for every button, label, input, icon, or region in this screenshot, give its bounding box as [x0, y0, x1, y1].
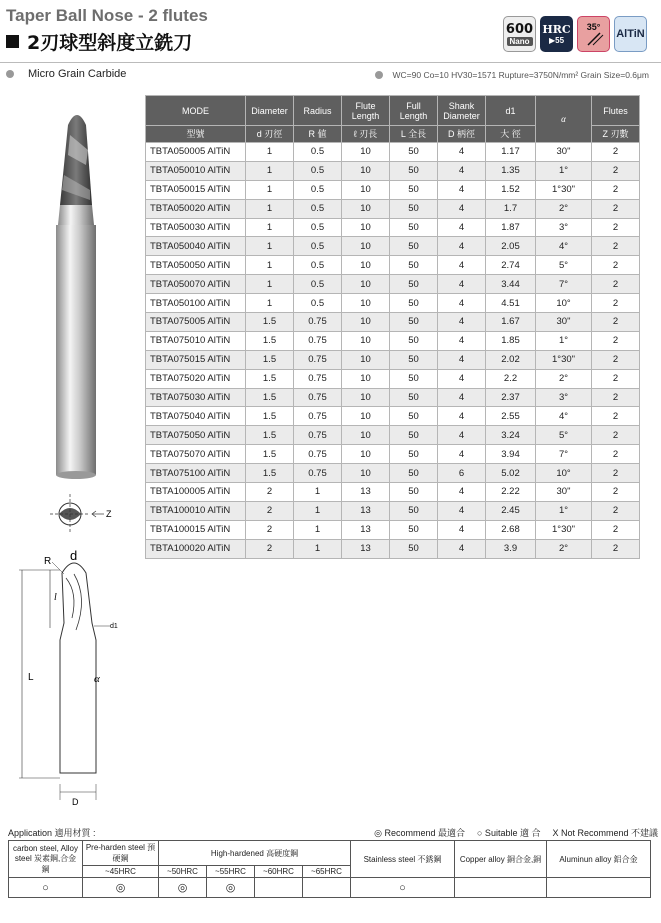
table-cell: 2°: [536, 539, 592, 558]
header-radius: Radius: [294, 96, 342, 126]
table-cell: 2: [592, 539, 640, 558]
table-cell: 50: [390, 294, 438, 313]
feature-badges: [503, 16, 647, 52]
app-group-aluminum: Aluminun alloy 鋁合金: [547, 841, 651, 878]
table-cell: 4: [438, 161, 486, 180]
table-cell: 0.75: [294, 407, 342, 426]
table-cell: 1: [246, 161, 294, 180]
table-cell: 1.5: [246, 445, 294, 464]
table-cell: 2: [592, 237, 640, 256]
table-cell: 4: [438, 218, 486, 237]
table-cell: 2: [592, 388, 640, 407]
table-cell: 1.5: [246, 407, 294, 426]
table-cell: 4: [438, 199, 486, 218]
app-group-stainless: Stainless steel 不銹鋼: [351, 841, 455, 878]
table-row: [146, 237, 640, 256]
table-cell: 50: [390, 256, 438, 275]
table-row: [146, 464, 640, 483]
table-cell: 10: [342, 350, 390, 369]
application-header: [8, 826, 658, 839]
table-cell: 1.7: [486, 199, 536, 218]
table-cell: 4: [438, 369, 486, 388]
table-cell: 3.24: [486, 426, 536, 445]
table-cell: 10: [342, 275, 390, 294]
app-mark-50hrc: ◎: [159, 878, 207, 898]
table-cell: 2: [592, 483, 640, 502]
table-cell: 10: [342, 369, 390, 388]
table-cell: 50: [390, 180, 438, 199]
hrc-badge-value: ▶55: [548, 36, 565, 45]
table-cell: 50: [390, 199, 438, 218]
table-cell: TBTA100020 AlTiN: [146, 539, 246, 558]
table-cell: 30": [536, 143, 592, 162]
table-cell: 1.52: [486, 180, 536, 199]
table-cell: 4.51: [486, 294, 536, 313]
table-cell: 0.75: [294, 369, 342, 388]
table-cell: TBTA075070 AlTiN: [146, 445, 246, 464]
table-cell: 6: [438, 464, 486, 483]
coating-badge: AlTiN: [614, 16, 647, 52]
table-cell: 0.75: [294, 313, 342, 332]
table-cell: 1.5: [246, 350, 294, 369]
table-cell: TBTA050070 AlTiN: [146, 275, 246, 294]
table-cell: 0.5: [294, 180, 342, 199]
table-cell: 10: [342, 218, 390, 237]
table-cell: 2: [592, 161, 640, 180]
app-group-highhard: High-hardened 高硬度鋼: [159, 841, 351, 866]
table-cell: TBTA050020 AlTiN: [146, 199, 246, 218]
table-cell: 1.5: [246, 388, 294, 407]
table-row: [146, 539, 640, 558]
table-cell: 2: [592, 501, 640, 520]
table-cell: 10°: [536, 464, 592, 483]
table-cell: 2: [592, 313, 640, 332]
table-cell: TBTA075040 AlTiN: [146, 407, 246, 426]
table-cell: 2.68: [486, 520, 536, 539]
table-cell: 10: [342, 143, 390, 162]
app-sub-60hrc: ~60HRC: [255, 866, 303, 878]
table-row: [146, 218, 640, 237]
legend-recommend: ◎ Recommend 最適合: [374, 828, 465, 838]
table-row: [146, 331, 640, 350]
table-cell: 3°: [536, 218, 592, 237]
table-cell: 50: [390, 539, 438, 558]
helix-angle-badge: [577, 16, 610, 52]
application-table: [8, 840, 651, 898]
table-cell: 0.75: [294, 331, 342, 350]
table-cell: 2: [592, 464, 640, 483]
table-cell: 10: [342, 464, 390, 483]
table-cell: TBTA075015 AlTiN: [146, 350, 246, 369]
table-row: [146, 313, 640, 332]
table-cell: 1.17: [486, 143, 536, 162]
table-cell: 50: [390, 275, 438, 294]
table-cell: 10: [342, 313, 390, 332]
table-cell: 50: [390, 501, 438, 520]
table-cell: 1.5: [246, 313, 294, 332]
header-zh-d1: 大 徑: [486, 126, 536, 143]
material-line: [6, 68, 126, 80]
table-row: [146, 199, 640, 218]
table-row: [146, 294, 640, 313]
table-cell: TBTA075010 AlTiN: [146, 331, 246, 350]
nano-badge-number: 600: [505, 22, 534, 37]
table-cell: 1°30": [536, 350, 592, 369]
table-cell: 2: [592, 445, 640, 464]
end-view-drawing: [48, 492, 118, 537]
table-cell: 10: [342, 256, 390, 275]
table-cell: 4: [438, 501, 486, 520]
table-cell: 2: [246, 483, 294, 502]
bullet-icon: [375, 71, 383, 79]
table-cell: 1: [294, 520, 342, 539]
table-cell: 50: [390, 161, 438, 180]
table-cell: 2: [246, 501, 294, 520]
table-row: [146, 256, 640, 275]
legend-suitable: ○ Suitable 適 合: [477, 828, 541, 838]
table-cell: 10: [342, 331, 390, 350]
header-flute-length: Flute Length: [342, 96, 390, 126]
app-group-copper: Copper alloy 銅合金,銅: [455, 841, 547, 878]
table-cell: 7°: [536, 275, 592, 294]
table-cell: 2: [592, 218, 640, 237]
header-zh-model: 型號: [146, 126, 246, 143]
app-mark-aluminum: [547, 878, 651, 898]
table-cell: 1.5: [246, 464, 294, 483]
table-cell: 5°: [536, 256, 592, 275]
table-cell: 2: [592, 350, 640, 369]
app-sub-65hrc: ~65HRC: [303, 866, 351, 878]
table-cell: 0.75: [294, 350, 342, 369]
table-cell: 1°: [536, 331, 592, 350]
header-divider: [0, 62, 661, 63]
table-cell: 50: [390, 331, 438, 350]
dimension-drawing: [14, 548, 134, 806]
table-row: [146, 407, 640, 426]
table-cell: 10: [342, 294, 390, 313]
legend-not-recommend: X Not Recommend 不建議: [552, 828, 658, 838]
table-cell: TBTA100015 AlTiN: [146, 520, 246, 539]
table-cell: 2: [592, 426, 640, 445]
table-cell: 4: [438, 180, 486, 199]
table-cell: 50: [390, 464, 438, 483]
title-english: Taper Ball Nose - 2 flutes: [6, 6, 208, 25]
table-cell: 0.5: [294, 256, 342, 275]
table-cell: 0.5: [294, 237, 342, 256]
table-cell: 13: [342, 520, 390, 539]
table-cell: 50: [390, 407, 438, 426]
d1-label: d1: [110, 623, 118, 630]
spec-table-body: [146, 143, 640, 559]
table-cell: 4: [438, 520, 486, 539]
table-cell: 50: [390, 218, 438, 237]
table-row: [146, 520, 640, 539]
table-cell: 1: [246, 294, 294, 313]
table-cell: 1.67: [486, 313, 536, 332]
table-cell: 0.5: [294, 294, 342, 313]
table-cell: 50: [390, 483, 438, 502]
table-cell: 2.22: [486, 483, 536, 502]
table-cell: 0.75: [294, 464, 342, 483]
z-axis-label: Z: [106, 509, 112, 519]
table-cell: 2.37: [486, 388, 536, 407]
application-label: Application 適用材質 :: [8, 828, 96, 838]
table-cell: 2: [246, 539, 294, 558]
table-cell: 1.5: [246, 426, 294, 445]
table-cell: TBTA075050 AlTiN: [146, 426, 246, 445]
table-cell: 10: [342, 388, 390, 407]
table-cell: 10°: [536, 294, 592, 313]
table-cell: 30": [536, 313, 592, 332]
table-cell: TBTA100005 AlTiN: [146, 483, 246, 502]
table-cell: 13: [342, 483, 390, 502]
table-cell: 4: [438, 388, 486, 407]
table-cell: 1.5: [246, 331, 294, 350]
table-cell: 0.5: [294, 199, 342, 218]
table-cell: 13: [342, 539, 390, 558]
table-cell: 1°: [536, 501, 592, 520]
table-cell: 10: [342, 180, 390, 199]
nano-badge-label: Nano: [507, 37, 533, 46]
table-row: [146, 275, 640, 294]
table-cell: 2: [592, 369, 640, 388]
table-cell: 4: [438, 445, 486, 464]
app-mark-65hrc: [303, 878, 351, 898]
table-cell: 50: [390, 313, 438, 332]
table-row: [146, 483, 640, 502]
app-mark-copper: [455, 878, 547, 898]
table-cell: 2.02: [486, 350, 536, 369]
table-cell: 4: [438, 539, 486, 558]
table-cell: 3.9: [486, 539, 536, 558]
table-cell: 0.75: [294, 388, 342, 407]
table-cell: 1: [246, 180, 294, 199]
table-cell: 1.5: [246, 369, 294, 388]
app-sub-preharden: ~45HRC: [83, 866, 159, 878]
table-cell: 1.85: [486, 331, 536, 350]
table-cell: 0.5: [294, 161, 342, 180]
app-mark-60hrc: [255, 878, 303, 898]
radius-label: R: [44, 556, 52, 567]
table-cell: 2: [592, 407, 640, 426]
table-cell: 2.55: [486, 407, 536, 426]
table-cell: 2.05: [486, 237, 536, 256]
table-cell: 50: [390, 143, 438, 162]
table-cell: 1.35: [486, 161, 536, 180]
table-cell: 4: [438, 426, 486, 445]
table-cell: 1°: [536, 161, 592, 180]
table-cell: 1: [246, 143, 294, 162]
table-cell: TBTA075005 AlTiN: [146, 313, 246, 332]
table-cell: 1: [246, 199, 294, 218]
table-row: [146, 388, 640, 407]
spec-text: WC=90 Co=10 HV30=1571 Rupture=3750N/mm² Grain Size=0.6μm: [392, 70, 649, 80]
header-d1: d1: [486, 96, 536, 126]
table-cell: 13: [342, 501, 390, 520]
table-cell: 50: [390, 350, 438, 369]
table-row: [146, 445, 640, 464]
table-cell: 1: [294, 501, 342, 520]
table-cell: 4°: [536, 407, 592, 426]
table-cell: 4: [438, 350, 486, 369]
table-cell: 4°: [536, 237, 592, 256]
table-cell: 1: [246, 256, 294, 275]
table-cell: 2: [592, 294, 640, 313]
table-cell: 4: [438, 294, 486, 313]
table-cell: 2: [592, 331, 640, 350]
table-cell: 0.5: [294, 143, 342, 162]
square-bullet-icon: [6, 35, 19, 48]
table-cell: TBTA050030 AlTiN: [146, 218, 246, 237]
table-cell: 4: [438, 331, 486, 350]
table-cell: 0.5: [294, 218, 342, 237]
table-cell: 3.44: [486, 275, 536, 294]
title-chinese-row: [6, 28, 192, 55]
table-cell: 4: [438, 313, 486, 332]
table-cell: 4: [438, 256, 486, 275]
app-group-preharden: Pre-harden steel 預硬鋼: [83, 841, 159, 866]
header-alpha: α: [536, 96, 592, 143]
table-cell: 2: [592, 275, 640, 294]
table-cell: TBTA050050 AlTiN: [146, 256, 246, 275]
table-cell: 4: [438, 143, 486, 162]
spec-line: [375, 70, 650, 80]
table-cell: TBTA050010 AlTiN: [146, 161, 246, 180]
table-cell: 10: [342, 445, 390, 464]
header-full-length: Full Length: [390, 96, 438, 126]
header-zh-radius: R 値: [294, 126, 342, 143]
table-cell: 1: [246, 237, 294, 256]
table-cell: 2: [246, 520, 294, 539]
title-chinese: 2刃球型斜度立銑刀: [27, 32, 193, 54]
table-cell: 2: [592, 199, 640, 218]
table-row: [146, 369, 640, 388]
table-cell: 1°30": [536, 520, 592, 539]
app-mark-55hrc: ◎: [207, 878, 255, 898]
table-row: [146, 426, 640, 445]
helix-icon: [584, 32, 604, 46]
header-zh-flute-length: ℓ 刃長: [342, 126, 390, 143]
diameter-label: d: [70, 548, 78, 563]
table-cell: 2°: [536, 199, 592, 218]
helix-angle-value: 35°: [586, 22, 601, 32]
header-shank-diameter: Shank Diameter: [438, 96, 486, 126]
app-sub-50hrc: ~50HRC: [159, 866, 207, 878]
table-cell: 10: [342, 199, 390, 218]
header-zh-shank: D 柄徑: [438, 126, 486, 143]
table-cell: 1: [246, 218, 294, 237]
header-flutes: Flutes: [592, 96, 640, 126]
table-row: [146, 161, 640, 180]
table-cell: 0.5: [294, 275, 342, 294]
full-length-label: L: [28, 672, 34, 683]
table-row: [146, 501, 640, 520]
app-sub-55hrc: ~55HRC: [207, 866, 255, 878]
table-cell: 1: [246, 275, 294, 294]
table-cell: 2: [592, 180, 640, 199]
app-mark-stainless: ○: [351, 878, 455, 898]
table-cell: TBTA075030 AlTiN: [146, 388, 246, 407]
table-cell: 3°: [536, 388, 592, 407]
table-cell: 1: [294, 539, 342, 558]
table-cell: 10: [342, 161, 390, 180]
table-cell: TBTA075020 AlTiN: [146, 369, 246, 388]
alpha-label: α: [94, 673, 100, 685]
table-cell: 2: [592, 143, 640, 162]
app-group-carbon: carbon steel, Alloy steel 炭素鋼,合金鋼: [9, 841, 83, 878]
bullet-icon: [6, 70, 14, 78]
table-cell: 2.45: [486, 501, 536, 520]
table-cell: 7°: [536, 445, 592, 464]
header-diameter: Diameter: [246, 96, 294, 126]
header-zh-flutes: Z 刃數: [592, 126, 640, 143]
table-cell: TBTA050005 AlTiN: [146, 143, 246, 162]
header-mode: MODE: [146, 96, 246, 126]
table-cell: 4: [438, 483, 486, 502]
header-zh-diameter: d 刃徑: [246, 126, 294, 143]
table-cell: 50: [390, 445, 438, 464]
spec-table: [145, 95, 640, 559]
table-cell: TBTA050040 AlTiN: [146, 237, 246, 256]
application-legend: [374, 826, 658, 839]
app-mark-carbon: ○: [9, 878, 83, 898]
header-zh-full-length: L 全長: [390, 126, 438, 143]
table-cell: TBTA100010 AlTiN: [146, 501, 246, 520]
table-cell: 4: [438, 237, 486, 256]
table-cell: 2.74: [486, 256, 536, 275]
table-cell: 2°: [536, 369, 592, 388]
table-cell: 0.75: [294, 445, 342, 464]
hrc-badge: [540, 16, 573, 52]
table-cell: 2.2: [486, 369, 536, 388]
table-cell: 10: [342, 407, 390, 426]
table-cell: 30": [536, 483, 592, 502]
table-cell: 3.94: [486, 445, 536, 464]
nano-badge: [503, 16, 536, 52]
end-mill-image: [40, 95, 130, 485]
flute-length-label: l: [54, 592, 57, 603]
table-cell: 2: [592, 520, 640, 539]
table-cell: 4: [438, 275, 486, 294]
table-row: [146, 180, 640, 199]
table-cell: 10: [342, 426, 390, 445]
table-cell: TBTA050100 AlTiN: [146, 294, 246, 313]
hrc-badge-label: HRC: [542, 23, 571, 36]
table-cell: 50: [390, 369, 438, 388]
table-cell: 1°30": [536, 180, 592, 199]
table-cell: 1.87: [486, 218, 536, 237]
app-mark-preharden: ◎: [83, 878, 159, 898]
shank-diameter-label: D: [72, 797, 79, 806]
table-cell: 5.02: [486, 464, 536, 483]
table-cell: TBTA075100 AlTiN: [146, 464, 246, 483]
table-cell: 4: [438, 407, 486, 426]
table-cell: 1: [294, 483, 342, 502]
table-row: [146, 143, 640, 162]
table-row: [146, 350, 640, 369]
table-cell: 5°: [536, 426, 592, 445]
material-text: Micro Grain Carbide: [28, 68, 127, 80]
table-cell: 0.75: [294, 426, 342, 445]
table-cell: TBTA050015 AlTiN: [146, 180, 246, 199]
table-cell: 50: [390, 388, 438, 407]
table-cell: 50: [390, 426, 438, 445]
table-cell: 10: [342, 237, 390, 256]
table-cell: 2: [592, 256, 640, 275]
table-cell: 50: [390, 237, 438, 256]
table-cell: 50: [390, 520, 438, 539]
